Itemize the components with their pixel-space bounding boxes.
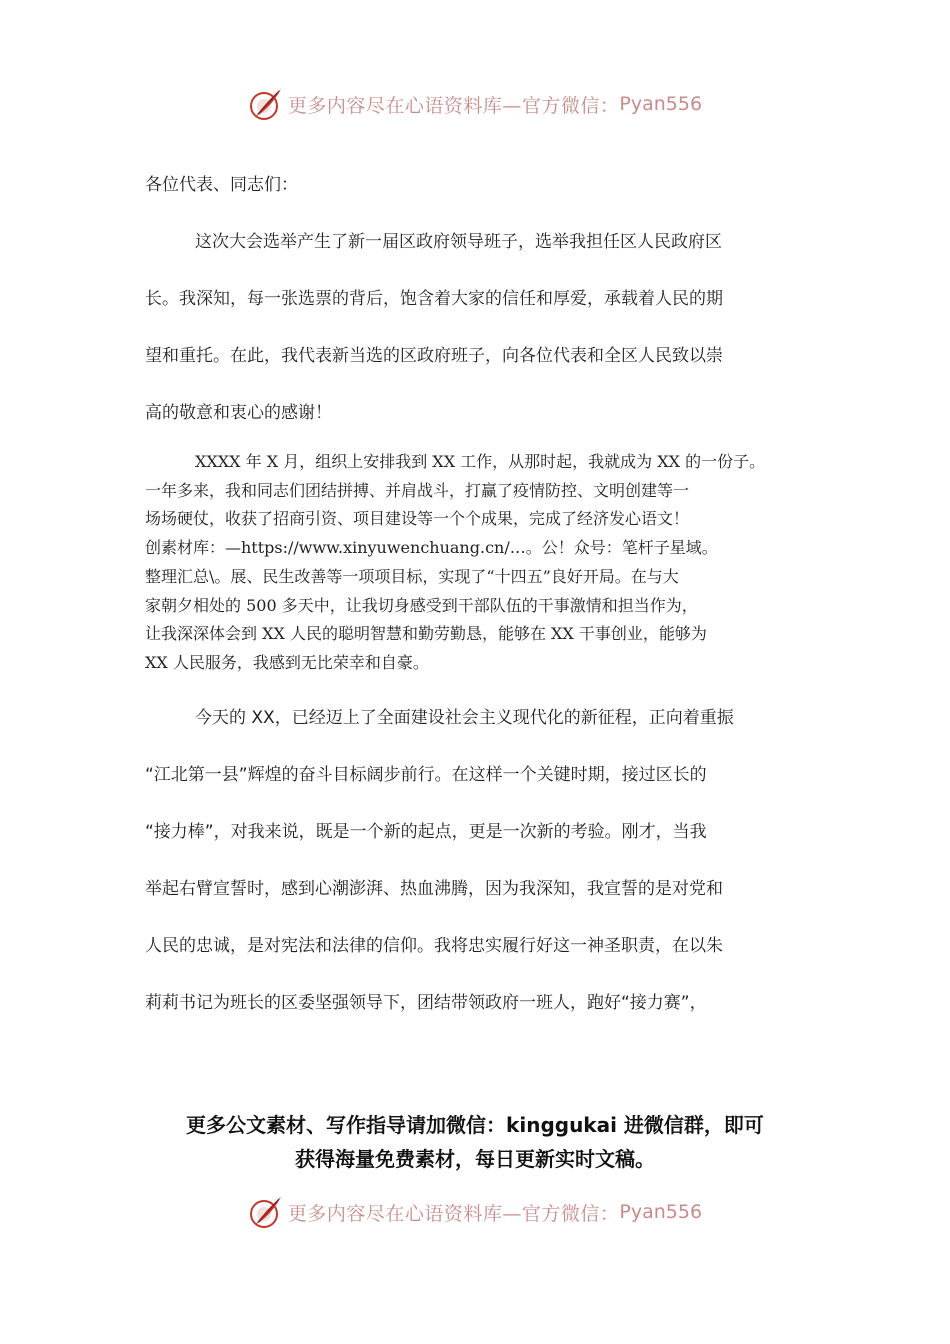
paragraph-2-line: 让我深深体会到 XX 人民的聪明智慧和勤劳勤恳，能够在 XX 干事创业，能够为 [145,624,707,644]
paragraph-1-line: 长。我深知，每一张选票的背后，饱含着大家的信任和厚爱，承载着人民的期 [145,289,723,309]
paragraph-1-line: 望和重托。在此，我代表新当选的区政府班子，向各位代表和全区人民致以崇 [145,346,723,366]
paragraph-2-line: 整理汇总\。展、民生改善等一项项目标，实现了“十四五”良好开局。在与大 [145,566,679,586]
paragraph-3-line: “接力棒”，对我来说，既是一个新的起点，更是一次新的考验。刚才，当我 [145,821,707,842]
paragraph-2-line: 一年多来，我和同志们团结拼搏、并肩战斗，打赢了疫情防控、文明创建等一 [145,480,690,500]
paragraph-2-line: 家朝夕相处的 500 多天中，让我切身感受到干部队伍的干事激情和担当作为， [145,595,698,615]
footer-line-1: 更多公文素材、写作指导请加微信：kinggukai 进微信群，即可 [186,1113,764,1137]
banner-text: 更多内容尽在心语资料库—官方微信： [287,1202,620,1225]
paragraph-2-line: XX 人民服务，我感到无比荣幸和自豪。 [145,652,429,672]
paragraph-1-line: 高的敬意和衷心的感谢！ [145,403,332,423]
banner-wechat-id: Pyan556 [619,1201,703,1223]
footer-promo-note [0,1108,950,1176]
header-banner [0,84,950,124]
paragraph-1 [145,214,825,442]
quill-ink-logo-icon [248,1194,284,1230]
paragraph-3-line: 举起右臂宣誓时，感到心潮澎湃、热血沸腾，因为我深知，我宣誓的是对党和 [145,878,723,899]
footer-banner [0,1192,950,1232]
paragraph-1-line: 这次大会选举产生了新一届区政府领导班子，选举我担任区人民政府区 [195,232,722,252]
banner-wechat-id: Pyan556 [619,93,703,115]
footer-line-2: 获得海量免费素材，每日更新实时文稿。 [295,1147,655,1171]
paragraph-3-line: 莉莉书记为班长的区委坚强领导下，团结带领政府一班人，跑好“接力赛”， [145,992,707,1013]
paragraph-2-line: 创素材库：—https://www.xinyuwenchuang.cn/…。公！众号：笔杆子星域。 [145,538,718,558]
paragraph-3 [145,690,825,1032]
document-body [145,168,825,1032]
banner-text: 更多内容尽在心语资料库—官方微信： [287,94,620,117]
paragraph-2-line: 场场硬仗，收获了招商引资、项目建设等一个个成果，完成了经济发心语文！ [145,509,690,529]
quill-ink-logo-icon [248,86,284,122]
paragraph-3-line: 今天的 XX，已经迈上了全面建设社会主义现代化的新征程，正向着重振 [195,707,734,728]
paragraph-2 [145,448,825,678]
paragraph-3-line: “江北第一县”辉煌的奋斗目标阔步前行。在这样一个关键时期，接过区长的 [145,764,707,785]
greeting: 各位代表、同志们： [145,175,298,195]
paragraph-3-line: 人民的忠诚，是对宪法和法律的信仰。我将忠实履行好这一神圣职责，在以朱 [145,935,723,956]
paragraph-2-line: XXXX 年 X 月，组织上安排我到 XX 工作，从那时起，我就成为 XX 的一份子。 [195,452,766,471]
